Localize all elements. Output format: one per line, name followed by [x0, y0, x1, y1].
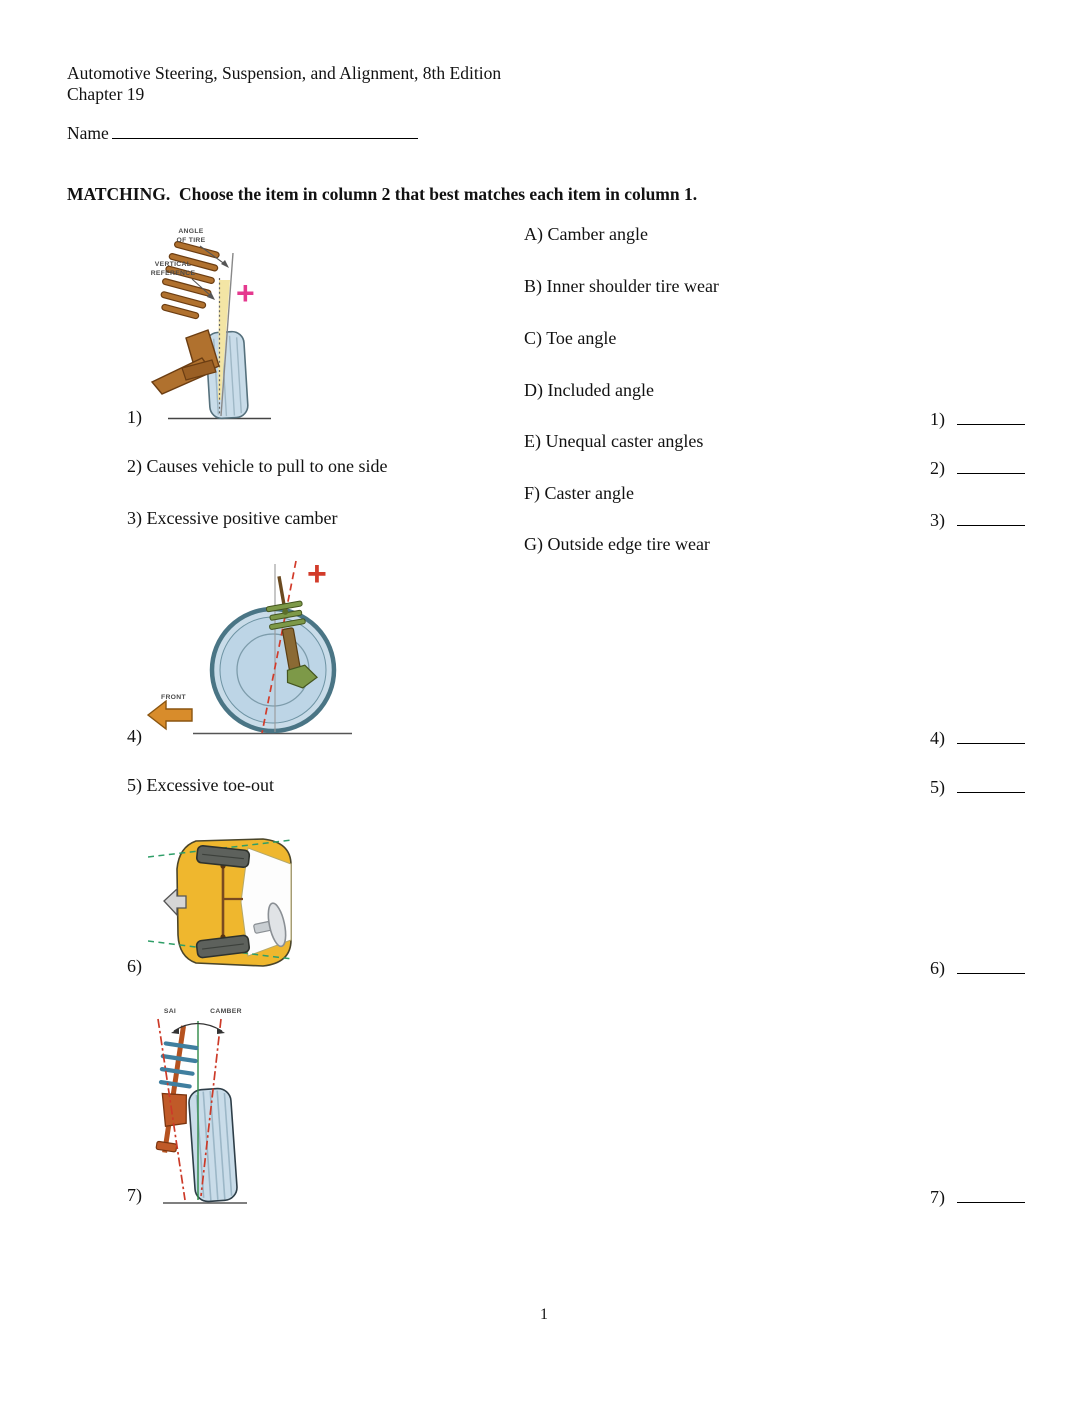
angle-of-tire-label-line1: ANGLE	[178, 228, 204, 235]
item-3: 3) Excessive positive camber	[127, 508, 338, 528]
answer-row-2: 2)	[930, 456, 1025, 480]
answer-row-7: 7)	[930, 1185, 1025, 1209]
option-a: A) Camber angle	[524, 224, 648, 244]
toe-angle-car-figure	[148, 835, 294, 971]
item-5: 5) Excessive toe-out	[127, 775, 274, 795]
front-label: FRONT	[161, 694, 186, 701]
item-7-number: 7)	[127, 1185, 142, 1205]
vertical-reference-label-line2: REFERENCE	[150, 270, 196, 277]
answer-row-6: 6)	[930, 956, 1025, 980]
sai-camber-figure	[145, 1003, 261, 1210]
answer-blank-4[interactable]	[957, 726, 1025, 744]
option-e: E) Unequal caster angles	[524, 431, 704, 451]
item-1-number: 1)	[127, 407, 142, 427]
answer-row-1: 1)	[930, 407, 1025, 431]
camber-strut-figure	[140, 220, 272, 425]
page-number: 1	[540, 1306, 548, 1323]
answer-row-3: 3)	[930, 508, 1025, 532]
item-6-number: 6)	[127, 956, 142, 976]
option-d: D) Included angle	[524, 380, 654, 400]
option-b: B) Inner shoulder tire wear	[524, 276, 719, 296]
item-4-number: 4)	[127, 726, 142, 746]
name-label: Name	[67, 123, 109, 143]
vertical-reference-label-line1: VERTICAL	[154, 261, 192, 268]
positive-camber-plus-sign: +	[236, 275, 255, 311]
option-f: F) Caster angle	[524, 483, 634, 503]
option-g: G) Outside edge tire wear	[524, 534, 710, 554]
answer-blank-6[interactable]	[957, 956, 1025, 974]
camber-label: CAMBER	[210, 1008, 242, 1015]
sai-label: SAI	[163, 1008, 177, 1015]
document-title: Automotive Steering, Suspension, and Alignment, 8th Edition	[67, 63, 502, 83]
tire	[188, 1088, 238, 1203]
answer-row-5: 5)	[930, 775, 1025, 799]
answer-blank-3[interactable]	[957, 508, 1025, 526]
option-c: C) Toe angle	[524, 328, 617, 348]
answer-row-4: 4)	[930, 726, 1025, 750]
item-2: 2) Causes vehicle to pull to one side	[127, 456, 388, 476]
front-arrow-icon	[148, 701, 192, 729]
answer-blank-5[interactable]	[957, 775, 1025, 793]
name-blank-field[interactable]	[112, 120, 418, 139]
angle-of-tire-label-line2: OF TIRE	[176, 237, 206, 244]
chapter-label: Chapter 19	[67, 84, 145, 104]
answer-blank-1[interactable]	[957, 407, 1025, 425]
positive-caster-plus-sign: +	[307, 555, 327, 593]
answer-blank-2[interactable]	[957, 456, 1025, 474]
name-row	[67, 120, 418, 144]
matching-instructions: MATCHING. Choose the item in column 2 that best matches each item in column 1.	[67, 184, 698, 204]
answer-blank-7[interactable]	[957, 1185, 1025, 1203]
caster-wheel-figure	[145, 552, 353, 740]
